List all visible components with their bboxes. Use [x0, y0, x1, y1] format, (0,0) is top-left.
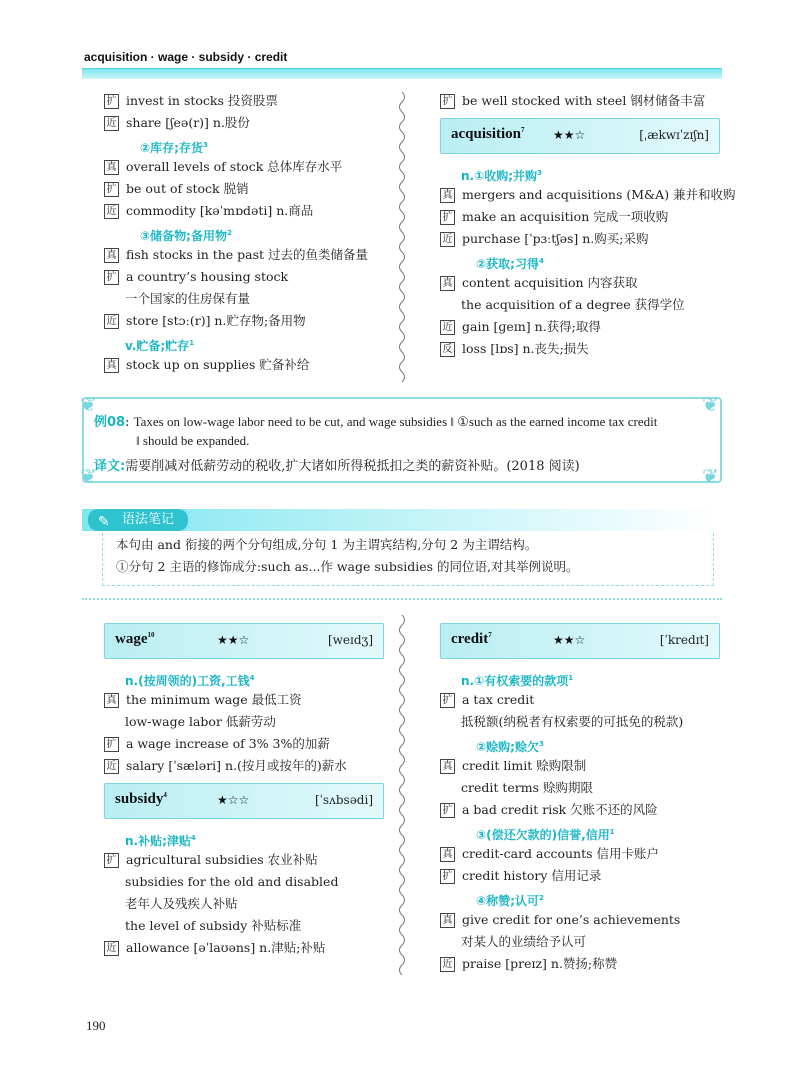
column-divider-top: [397, 92, 407, 382]
ornament-corner-icon: ❦: [80, 464, 97, 488]
entry-tag: 扩: [104, 94, 119, 109]
sense-label: ③储备物;备用物: [140, 229, 227, 244]
example-text-cont: ‖ should be expanded.: [136, 433, 250, 448]
bottom-right-column: [440, 617, 720, 975]
entry-line: [440, 206, 720, 228]
entry-tag: 真: [440, 759, 455, 774]
entry-text: overall levels of stock 总体库存水平: [126, 159, 343, 174]
entry-line: [440, 250, 720, 272]
star-rating: ★★☆: [217, 633, 250, 647]
entry-line: [440, 953, 720, 975]
entry-line: [104, 827, 384, 849]
entry-text: invest in stocks 投资股票: [126, 93, 278, 108]
entry-continuation: low-wage labor 低薪劳动: [125, 714, 276, 729]
entry-tag: 近: [104, 116, 119, 131]
grammar-notes: [82, 509, 718, 589]
translation-text: 需要削减对低薪劳动的税收,扩大诸如所得税抵扣之类的薪资补贴。(2018 阅读): [125, 459, 580, 474]
star-rating: ★☆☆: [217, 793, 250, 807]
entry-line: [104, 849, 384, 871]
entry-continuation: the level of subsidy 补贴标准: [125, 918, 302, 933]
entry-line: [104, 310, 384, 332]
entry-text: a tax credit: [462, 692, 535, 707]
entry-line: [440, 931, 720, 953]
entry-line: [440, 228, 720, 250]
entry-line: [440, 90, 720, 112]
section-divider: [82, 598, 722, 600]
sense-label: ④称赞;认可: [476, 894, 539, 909]
entry-text: content acquisition 内容获取: [462, 275, 638, 290]
entry-text: credit limit 赊购限制: [462, 758, 587, 773]
entry-line: [104, 915, 384, 937]
entry-tag: 真: [440, 913, 455, 928]
entry-line: [440, 821, 720, 843]
headword-box: [104, 783, 384, 819]
subsidy-entry: [104, 783, 384, 959]
entry-line: [104, 893, 384, 915]
entry-line: [440, 689, 720, 711]
entry-text: loss [lɒs] n.丧失;损失: [462, 341, 589, 356]
example-label: 例08: [94, 415, 126, 430]
frequency-superscript: 3: [202, 141, 208, 149]
entry-text: a wage increase of 3% 3%的加薪: [126, 736, 330, 751]
entry-line: [104, 689, 384, 711]
entry-tag: 真: [440, 847, 455, 862]
entry-text: give credit for one’s achievements: [462, 912, 681, 927]
entry-continuation: 抵税额(纳税者有权索要的可抵免的税款): [461, 714, 684, 729]
entry-text: share [ʃeə(r)] n.股份: [126, 115, 250, 130]
entry-line: [440, 338, 720, 360]
frequency-superscript: 3: [537, 169, 542, 177]
sense-label: ③(偿还欠款的)信誉,信用: [476, 828, 610, 843]
entry-text: agricultural subsidies 农业补贴: [126, 852, 318, 867]
entry-line: [440, 799, 720, 821]
entry-line: [104, 871, 384, 893]
example-text: Taxes on low-wage labor need to be cut, and wage subsidies ‖ ①such as the earned income tax credit: [133, 414, 658, 429]
entry-line: [440, 755, 720, 777]
example-line-2: [136, 433, 249, 449]
grammar-line-2: ①分句 2 主语的修饰成分:such as...作 wage subsidies 的同位语,对其举例说明。: [116, 559, 579, 574]
entry-tag: 近: [440, 232, 455, 247]
entry-tag: 真: [104, 248, 119, 263]
headword: [115, 791, 167, 808]
entry-tag: 扩: [104, 182, 119, 197]
headword-frequency: 4: [163, 791, 167, 799]
entry-line: [440, 667, 720, 689]
wage-entry: [104, 623, 384, 777]
headword-text: subsidy: [115, 791, 164, 807]
translation-label: 译文:: [94, 459, 126, 474]
headword-text: wage: [115, 631, 148, 647]
translation-line: [94, 455, 580, 474]
entry-tag: 真: [104, 693, 119, 708]
entry-text: a country’s housing stock: [126, 269, 289, 284]
entry-line: [440, 162, 720, 184]
entry-text: be well stocked with steel 钢材储备丰富: [462, 93, 706, 108]
entry-text: salary [ˈsæləri] n.(按月或按年的)薪水: [126, 758, 347, 773]
example-sentence-box: [80, 392, 722, 488]
sense-label: ②获取;习得: [476, 257, 539, 272]
entry-line: [440, 272, 720, 294]
phonetic: [ˌækwɪˈzɪʃn]: [639, 128, 709, 142]
entry-tag: 近: [104, 759, 119, 774]
entry-text: allowance [əˈlaʊəns] n.津贴;补贴: [126, 940, 326, 955]
headword-text: credit: [451, 631, 489, 647]
entry-line: [104, 200, 384, 222]
sense-label: n.①收购;并购: [461, 169, 538, 184]
entry-tag: 近: [104, 941, 119, 956]
entry-tag: 近: [440, 320, 455, 335]
entry-line: [104, 667, 384, 689]
sense-label: ②库存;存货: [140, 141, 203, 156]
headword-text: acquisition: [451, 126, 522, 142]
entry-tag: 扩: [104, 737, 119, 752]
entry-line: [104, 711, 384, 733]
entry-continuation: the acquisition of a degree 获得学位: [461, 297, 685, 312]
page-number: 190: [86, 1018, 106, 1033]
entry-tag: 近: [104, 314, 119, 329]
entry-tag: 扩: [440, 210, 455, 225]
frequency-superscript: 4: [190, 834, 196, 842]
header-band: [82, 68, 722, 79]
entry-tag: 真: [440, 276, 455, 291]
entry-continuation: credit terms 赊购期限: [461, 780, 594, 795]
entry-tag: 扩: [440, 869, 455, 884]
sense-label: n.(按周领的)工资,工钱: [125, 674, 250, 689]
running-header: acquisition · wage · subsidy · credit: [84, 50, 288, 64]
headword-box: [104, 623, 384, 659]
headword-box: [440, 623, 720, 659]
headword: [115, 631, 155, 648]
entry-tag: 近: [104, 204, 119, 219]
sense-label: n.补贴;津贴: [125, 834, 191, 849]
headword-box: [440, 118, 720, 154]
entry-line: [440, 887, 720, 909]
frequency-superscript: 1: [609, 828, 615, 836]
entry-text: gain [ɡeɪn] n.获得;取得: [462, 319, 601, 334]
entry-line: [440, 184, 736, 206]
entry-text: make an acquisition 完成一项收购: [462, 209, 669, 224]
ornament-corner-icon: ❦: [702, 392, 719, 416]
bottom-left-column: [104, 617, 384, 959]
star-rating: ★★☆: [553, 633, 586, 647]
column-divider-bottom: [397, 615, 407, 975]
grammar-title: 语法笔记: [122, 512, 175, 527]
entry-line: [104, 288, 384, 310]
entry-line: [440, 777, 720, 799]
headword-frequency: 10: [147, 631, 155, 639]
entry-line: [440, 843, 720, 865]
grammar-line-1: 本句由 and 衔接的两个分句组成,分句 1 为主谓宾结构,分句 2 为主谓结构。: [116, 537, 538, 552]
entry-tag: 扩: [440, 803, 455, 818]
entry-tag: 真: [104, 160, 119, 175]
entry-line: [104, 134, 384, 156]
entry-continuation: 老年人及残疾人补贴: [125, 896, 238, 911]
entry-line: [104, 354, 384, 376]
entry-text: credit-card accounts 信用卡账户: [462, 846, 660, 861]
entry-text: praise [preɪz] n.赞扬;称赞: [462, 956, 618, 971]
entry-line: [440, 294, 720, 316]
entry-continuation: subsidies for the old and disabled: [125, 874, 339, 889]
entry-text: purchase [ˈpɜːtʃəs] n.购买;采购: [462, 231, 649, 246]
entry-line: [104, 156, 384, 178]
entry-line: [440, 711, 720, 733]
ornament-corner-icon: ❦: [80, 392, 97, 416]
frequency-superscript: 2: [538, 894, 544, 902]
sense-label: v.贮备;贮存: [125, 339, 190, 354]
frequency-superscript: 2: [226, 229, 232, 237]
entry-tag: 真: [104, 358, 119, 373]
entry-line: [440, 316, 720, 338]
phonetic: [ˈsʌbsədi]: [314, 793, 373, 807]
entry-text: be out of stock 脱销: [126, 181, 249, 196]
frequency-superscript: 1: [189, 339, 195, 347]
entry-line: [104, 755, 384, 777]
grammar-badge: [88, 509, 188, 531]
entry-line: [440, 865, 720, 887]
phonetic: [ˈkredɪt]: [659, 633, 709, 647]
entry-text: mergers and acquisitions (M&A) 兼并和收购: [462, 187, 736, 202]
headword: [451, 126, 525, 143]
entry-tag: 扩: [104, 853, 119, 868]
entry-line: [104, 112, 384, 134]
entry-line: [104, 733, 384, 755]
entry-line: [440, 733, 720, 755]
entry-line: [104, 178, 384, 200]
entry-continuation: 一个国家的住房保有量: [125, 291, 251, 306]
entry-tag: 扩: [440, 693, 455, 708]
entry-line: [104, 937, 384, 959]
headword: [451, 631, 492, 648]
frequency-superscript: 4: [538, 257, 544, 265]
example-line-1: 例08: Taxes on low-wage labor need to be cut, and wage subsidies ‖ ①such as the earned income tax credit: [94, 414, 658, 430]
entry-tag: 反: [440, 342, 455, 357]
entry-tag: 扩: [104, 270, 119, 285]
sense-label: ②赊购;赊欠: [476, 740, 539, 755]
star-rating: ★★☆: [553, 128, 586, 142]
acquisition-entry: [440, 118, 736, 360]
entry-tag: 近: [440, 957, 455, 972]
entry-text: stock up on supplies 贮备补给: [126, 357, 310, 372]
ornament-corner-icon: ❦: [702, 464, 719, 488]
frequency-superscript: 3: [538, 740, 544, 748]
frequency-superscript: 1: [568, 674, 574, 682]
entry-text: store [stɔː(r)] n.贮存物;备用物: [126, 313, 306, 328]
frequency-superscript: 4: [249, 674, 255, 682]
entry-line: [440, 909, 720, 931]
top-left-column: [104, 90, 384, 376]
top-right-column: [440, 90, 736, 360]
entry-line: [104, 244, 384, 266]
entry-text: credit history 信用记录: [462, 868, 602, 883]
entry-text: fish stocks in the past 过去的鱼类储备量: [126, 247, 369, 262]
credit-entry: [440, 623, 720, 975]
entry-line: [104, 222, 384, 244]
headword-frequency: 7: [488, 631, 492, 639]
entry-line: [104, 266, 384, 288]
entry-text: a bad credit risk 欠账不还的风险: [462, 802, 658, 817]
entry-text: the minimum wage 最低工资: [126, 692, 302, 707]
entry-line: [104, 90, 384, 112]
entry-text: commodity [kəˈmɒdəti] n.商品: [126, 203, 314, 218]
sense-label: n.①有权索要的款项: [461, 674, 569, 689]
entry-tag: 真: [440, 188, 455, 203]
headword-frequency: 7: [521, 126, 525, 134]
phonetic: [weɪdʒ]: [327, 633, 373, 647]
entry-continuation: 对某人的业绩给予认可: [461, 934, 587, 949]
entry-tag: 扩: [440, 94, 455, 109]
entry-line: [104, 332, 384, 354]
pen-icon: ✎: [98, 514, 110, 530]
